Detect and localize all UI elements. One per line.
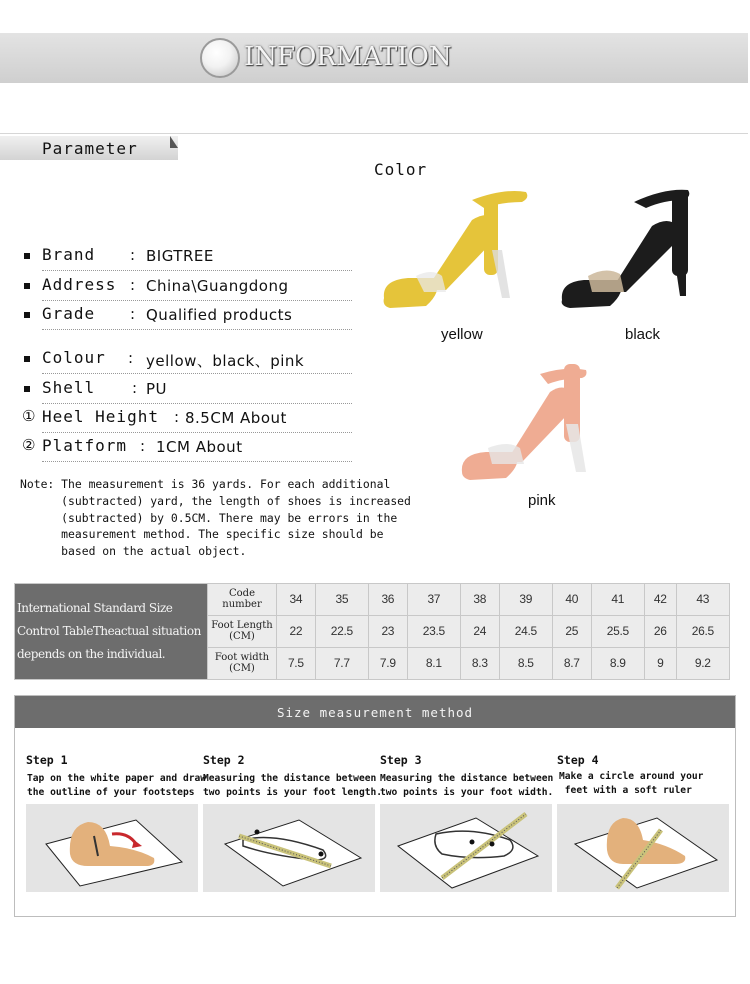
row-header: Code number xyxy=(208,584,277,616)
shoe-label-black: black xyxy=(625,326,661,343)
param-row-brand xyxy=(22,243,352,271)
shoe-pink-image xyxy=(458,352,618,487)
step-3-label: Step 3 xyxy=(380,753,422,767)
info-circle-icon xyxy=(200,38,240,78)
step-3-foot-width-image xyxy=(380,804,552,892)
measurement-method-panel xyxy=(14,695,736,917)
circled-number-one: ① xyxy=(22,407,36,425)
table-cell: 41 xyxy=(591,584,644,616)
intl-size-line: Control TableTheactual situation xyxy=(17,624,201,638)
bullet-icon xyxy=(24,283,30,289)
shoe-label-yellow: yellow xyxy=(441,326,483,343)
param-colon: : xyxy=(140,437,146,455)
measurement-title: Size measurement method xyxy=(276,705,474,720)
table-cell: 7.7 xyxy=(315,647,368,679)
row-underline xyxy=(42,432,352,433)
table-cell: 23.5 xyxy=(407,615,460,647)
param-colon: : xyxy=(128,349,134,367)
step-2-label: Step 2 xyxy=(203,753,245,767)
tab-fold-icon xyxy=(170,136,178,148)
table-cell: 8.7 xyxy=(552,647,591,679)
param-row-shell xyxy=(22,376,352,404)
param-row-grade xyxy=(22,302,352,330)
shoe-black-image xyxy=(556,180,716,315)
step-4-label: Step 4 xyxy=(557,753,599,767)
circled-number-two: ② xyxy=(22,436,36,454)
bullet-icon xyxy=(24,386,30,392)
table-cell: 25.5 xyxy=(591,615,644,647)
step-4-soft-ruler-image xyxy=(557,804,729,892)
param-key: Grade xyxy=(42,304,96,323)
table-cell: 26 xyxy=(644,615,676,647)
parameter-label: Parameter xyxy=(42,139,138,158)
table-cell: 9.2 xyxy=(676,647,729,679)
param-row-colour xyxy=(22,346,352,374)
table-cell: 24 xyxy=(460,615,499,647)
param-value: PU xyxy=(146,380,168,398)
divider xyxy=(0,133,748,134)
step-1-label: Step 1 xyxy=(26,753,68,767)
bullet-icon xyxy=(24,253,30,259)
intl-size-line: depends on the individual. xyxy=(17,647,166,661)
shoe-label-pink: pink xyxy=(528,492,556,509)
param-colon: : xyxy=(130,305,136,323)
table-cell: 38 xyxy=(460,584,499,616)
param-key: Brand xyxy=(42,245,96,264)
step-3-text: Measuring the distance between two points is your foot width. xyxy=(380,773,554,798)
param-key: Heel Height xyxy=(42,407,159,426)
param-value: 1CM About xyxy=(156,438,243,456)
table-cell: 40 xyxy=(552,584,591,616)
table-cell: 25 xyxy=(552,615,591,647)
param-colon: : xyxy=(174,408,180,426)
table-cell: 24.5 xyxy=(499,615,552,647)
color-title: Color xyxy=(374,160,428,179)
param-colon: : xyxy=(132,379,138,397)
row-underline xyxy=(42,270,352,271)
param-value: China\Guangdong xyxy=(146,277,289,295)
table-cell: 43 xyxy=(676,584,729,616)
table-cell: 7.5 xyxy=(277,647,316,679)
param-value: BIGTREE xyxy=(146,247,214,265)
row-underline xyxy=(42,403,352,404)
info-title: INFORMATION xyxy=(244,42,452,72)
row-header: Foot Length (CM) xyxy=(208,615,277,647)
row-header: Foot width (CM) xyxy=(208,647,277,679)
table-cell: 42 xyxy=(644,584,676,616)
row-underline xyxy=(42,300,352,301)
table-cell: 34 xyxy=(277,584,316,616)
step-1-foot-outline-image xyxy=(26,804,198,892)
param-value: Qualified products xyxy=(146,306,293,324)
step-4-text: Make a circle around your feet with a soft ruler xyxy=(559,771,704,796)
table-cell: 8.1 xyxy=(407,647,460,679)
measurement-note: Note: The measurement is 36 yards. For each additional (subtracted) yard, the length of shoes is increased (subtracted) by 0.5CM. There may be errors in the measurement method. The specific size should be based on the actual object. xyxy=(20,477,411,559)
table-row xyxy=(15,584,730,616)
param-key: Shell xyxy=(42,378,96,397)
table-cell: 8.5 xyxy=(499,647,552,679)
row-underline xyxy=(42,373,352,374)
bullet-icon xyxy=(24,356,30,362)
param-key: Address xyxy=(42,275,117,294)
shoe-yellow-image xyxy=(376,180,536,315)
param-value: 8.5CM About xyxy=(185,409,287,427)
param-key: Colour xyxy=(42,348,106,367)
param-row-heel-height xyxy=(22,405,352,433)
param-value: yellow、black、pink xyxy=(146,352,305,370)
table-cell: 26.5 xyxy=(676,615,729,647)
table-cell: 8.3 xyxy=(460,647,499,679)
row-underline xyxy=(42,461,352,462)
intl-size-note xyxy=(15,584,208,680)
step-2-foot-length-image xyxy=(203,804,375,892)
table-cell: 7.9 xyxy=(368,647,407,679)
table-cell: 35 xyxy=(315,584,368,616)
bullet-icon xyxy=(24,312,30,318)
table-cell: 23 xyxy=(368,615,407,647)
table-cell: 22 xyxy=(277,615,316,647)
param-row-address xyxy=(22,273,352,301)
param-colon: : xyxy=(130,276,136,294)
table-cell: 36 xyxy=(368,584,407,616)
intl-size-line: International Standard Size xyxy=(17,601,173,615)
table-cell: 9 xyxy=(644,647,676,679)
param-row-platform xyxy=(22,434,352,462)
table-cell: 8.9 xyxy=(591,647,644,679)
row-underline xyxy=(42,329,352,330)
table-cell: 39 xyxy=(499,584,552,616)
step-2-text: Measuring the distance between two points is your foot length. xyxy=(203,773,383,798)
table-cell: 22.5 xyxy=(315,615,368,647)
table-cell: 37 xyxy=(407,584,460,616)
step-1-text: Tap on the white paper and draw the outline of your footsteps xyxy=(27,773,207,798)
size-table xyxy=(14,583,730,680)
param-colon: : xyxy=(130,246,136,264)
param-key: Platform xyxy=(42,436,128,455)
